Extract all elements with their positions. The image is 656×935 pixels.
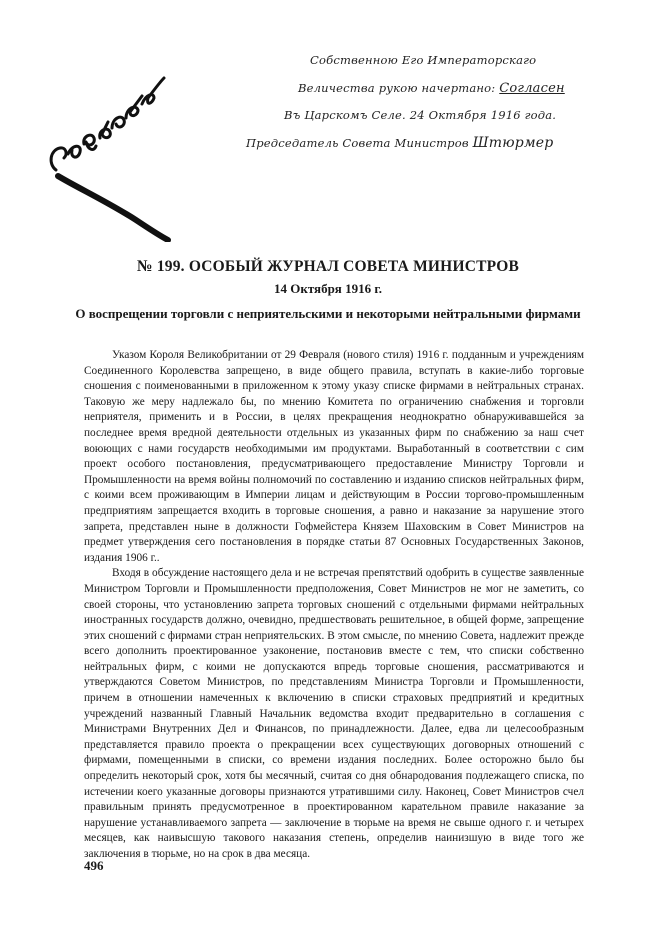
handwritten-resolution xyxy=(240,45,640,165)
paragraph: Входя в обсуждение настоящего дела и не встречая препятствий одобрить в существе заявленные Министром Торговли и Промышленности предположения, Совет Министров не мог не заметить, со своей стороны, что установлению запрета торговых сношений с отдельными фирмами нейтральных иностранных государств должно, очевидно, предшествовать решительное, в общей форме, запрещение этих сношений с фирмами стран неприятельских. В этом смысле, по мнению Совета, надлежит прежде всего дополнить проектированное узаконение, постановив вместе с тем, что списки собственно нейтральных фирм, с коими не допускаются впредь торговые сношения, рассматриваются и утверждаются Советом Министров, по представлениям Министра Торговли и Промышленности, причем в отношении намеченных к включению в списки страховых предприятий и кредитных учреждений названный Главный Начальник ведомства входит предварительно в соглашения с Министрами Внутренних Дел и Финансов, по принадлежности. Далее, едва ли целесообразным представляется правило проекта о прекращении всех существующих договорных отношений с фирмами, помещенными в списки, со времени издания последних. Более осторожно было бы определить некоторый срок, хотя бы месячный, считая со дня обнародования подлежащего списка, по истечении коего указанные договоры признаются утратившими силу. Наконец, Совет Министров счел правильным принять предусмотренное в проектированном карательном правиле наказание за нарушение устанавливаемого запрета — заключение в тюрьме на время не свыше одного г. и четырех месяцев, как наивысшую такового наказания степень, определив наинизшую в виде того же заключения в тюрьме, но на срок в два месяца. xyxy=(84,567,584,860)
resolution-line-4-prefix: Председатель Совета Министров xyxy=(246,136,469,150)
document-body xyxy=(84,348,584,863)
resolution-line-3: Въ Царскомъ Селе. 24 Октября 1916 года. xyxy=(284,108,557,122)
document-subtitle: О воспрещении торговли с неприятельскими и некоторыми нейтральными фирмами xyxy=(75,306,581,321)
margin-signature-mark xyxy=(38,52,188,242)
paragraph: Указом Короля Великобритании от 29 Февраля (нового стиля) 1916 г. подданным и учреждениям Соединенного Королевства запрещено, в виде общего правила, вступать в какие-либо торговые сношения с поименованными в приложенном к этому указу списке фирмами в нейтральных странах. Таковую же меру надлежало бы, по мнению Комитета по ограничению снабжения и торговли неприятеля, применить и в России, в целях прекращения неоднократно обнаруживавшейся за последнее время вредной деятельности отдельных из указанных фирм по снабжению за наш счет воюющих с нами государств необходимыми им продуктами. Выработанный в соответствии с сим проект особого постановления, предусматривающего предоставление Министру Торговли и Промышленности на время войны полномочий по составлению и изданию списков нейтральных фирм, с коими всем проживающим в Империи лицам и действующим в России торгово-промышленным предприятиям запрещается входить в торговые сношения, а равно и наказание за нарушение этого запрета, представлен ныне в должности Гофмейстера Князем Шаховским в Совет Министров на предмет утверждения сего постановления в порядке статьи 87 Основных Государственных Законов, издания 1906 г.. xyxy=(84,349,584,564)
document-date: 14 Октября 1916 г. xyxy=(273,281,383,296)
document-title: № 199. ОСОБЫЙ ЖУРНАЛ СОВЕТА МИНИСТРОВ xyxy=(136,257,520,276)
page-number: 496 xyxy=(84,858,104,873)
chairman-signature: Штюрмер xyxy=(472,135,554,151)
resolution-line-2 xyxy=(298,81,565,96)
resolution-approval-word: Согласен xyxy=(499,81,565,96)
resolution-line-4 xyxy=(246,135,553,151)
resolution-line-2-prefix: Величества рукою начертано: xyxy=(298,81,496,95)
handwritten-signature-icon xyxy=(38,52,188,242)
resolution-line-1: Собственною Его Императорскаго xyxy=(310,53,537,67)
